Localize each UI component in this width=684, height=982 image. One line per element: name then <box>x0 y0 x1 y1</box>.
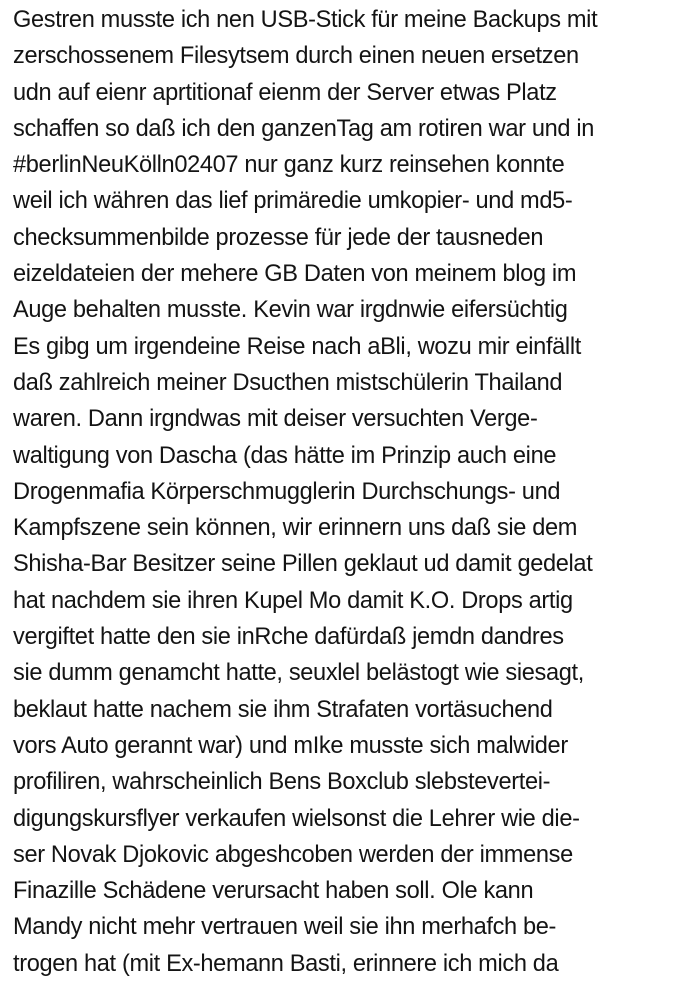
text-line-13: waltigung von Dascha (das hätte im Prinzip auch eine <box>13 442 557 469</box>
text-line-11: daß zahlreich meiner Dsucthen mistschülerin Thailand <box>13 369 563 396</box>
text-line-19: sie dumm genamcht hatte, seuxlel belästogt wie siesagt, <box>13 660 584 687</box>
text-line-10: Es gibg um irgendeine Reise nach aBli, wozu mir einfällt <box>13 333 581 360</box>
text-line-27: trogen hat (mit Ex-hemann Basti, erinnere ich mich da <box>13 950 559 977</box>
text-line-12: waren. Dann irgndwas mit deiser versuchten Verge- <box>13 406 538 433</box>
text-line-7: checksummenbilde prozesse für jede der tausneden <box>13 224 544 251</box>
text-line-4: schaffen so daß ich den ganzenTag am rotiren war und in <box>13 115 595 142</box>
text-line-24: ser Novak Djokovic abgeshcoben werden der immense <box>13 841 573 868</box>
text-line-15: Kampfszene sein können, wir erinnern uns daß sie dem <box>13 515 578 542</box>
text-line-23: digungskursflyer verkaufen wielsonst die Lehrer wie die- <box>13 805 580 832</box>
text-line-25: Finazille Schädene verursacht haben soll. Ole kann <box>13 878 534 905</box>
text-line-5: #berlinNeuKölln02407 nur ganz kurz reinsehen konnte <box>13 152 565 179</box>
text-line-22: profiliren, wahrscheinlich Bens Boxclub slebstevertei- <box>13 769 551 796</box>
text-line-14: Drogenmafia Körperschmugglerin Durchschungs- und <box>13 478 561 505</box>
text-line-21: vors Auto gerannt war) und mIke musste sich malwider <box>13 732 568 759</box>
text-line-8: eizeldateien der mehere GB Daten von meinem blog im <box>13 261 577 288</box>
text-line-3: udn auf eienr aprtitionaf eienm der Server etwas Platz <box>13 79 557 106</box>
text-line-2: zerschossenem Filesytsem durch einen neuen ersetzen <box>13 43 579 70</box>
text-line-18: vergiftet hatte den sie inRche dafürdaß jemdn dandres <box>13 624 564 651</box>
text-line-9: Auge behalten musste. Kevin war irgdnwie eifersüchtig <box>13 297 568 324</box>
body-text <box>13 2 673 982</box>
text-line-6: weil ich währen das lief primäredie umkopier- und md5- <box>13 188 573 215</box>
text-line-20: beklaut hatte nachem sie ihm Strafaten vortäsuchend <box>13 696 553 723</box>
text-line-16: Shisha-Bar Besitzer seine Pillen geklaut ud damit gedelat <box>13 551 593 578</box>
text-line-17: hat nachdem sie ihren Kupel Mo damit K.O. Drops artig <box>13 587 573 614</box>
text-line-26: Mandy nicht mehr vertrauen weil sie ihn merhafch be- <box>13 914 557 941</box>
text-line-1: Gestren musste ich nen USB-Stick für meine Backups mit <box>13 7 598 33</box>
